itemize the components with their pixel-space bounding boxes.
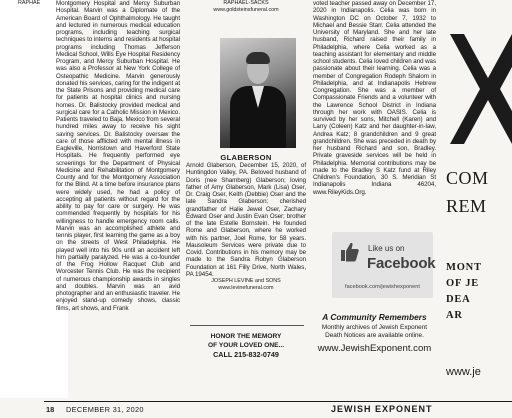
- obituary-column-2: [186, 0, 306, 13]
- obituary-column-3: [313, 0, 436, 196]
- facebook-ad[interactable]: [332, 232, 436, 298]
- issue-date: DECEMBER 31, 2020: [66, 405, 144, 414]
- obituary-text-katz: voted teacher passed away on December 17, 2020 in Indianapolis. Celia was born in Washington DC on October 7, 1932 to Michael and Bessie Starr. Celia attended the University of Maryland. She and her late husband, Richard raised their family in Philadelphia, where Celia worked as a teaching assistant for elementary and middle school students. Celia loved children and was passionate about their learning. Celia was a member of Congregation Rodeph Shalom in Philadelphia, and at Indianapolis Hebrew Congregation. She was a member of Compassionate Friends and a volunteer with the Lawrence School District in Indiana through her work with OASIS. Celia is survived by her sons, Mitchell (Karen) and Larry (Coleen) Katz and her daughter-in-law, Andrea Katz; 8 grandchildren and 9 great grandchildren. She was preceded in death by her husband Richard and son, Bradley. Private graveside services will be held in Philadelphia. Memorial contributions may be made to the Bradley S Katz fund at Riley Children's Foundation, 30 S. Meridian St Indianapolis Indiana 46204, www.RileyKids.Org.: [313, 0, 436, 196]
- obituary-column-1: [56, 0, 180, 312]
- glaberson-obituary: [186, 153, 306, 291]
- page-number: 18: [46, 405, 55, 414]
- funeral-home-url-2: www.levinefuneral.com: [218, 284, 274, 291]
- ad-line-2: REM: [446, 196, 487, 216]
- funeral-home-name-2: JOSEPH LEVINE and SONS: [211, 278, 281, 284]
- publication-name: JEWISH EXPONENT: [331, 404, 433, 414]
- honor-ad: [186, 333, 306, 359]
- ad-line-4: OF JE: [446, 278, 480, 289]
- ad-line-5: DEA: [446, 294, 471, 305]
- thumbs-up-icon: [341, 242, 359, 262]
- honor-line-2: OF YOUR LOVED ONE...: [207, 341, 285, 349]
- obituary-text-glaberson: Arnold Glaberson, December 15, 2020, of Huntingdon Valley, PA. Beloved husband of Doris (nee Shamberg) Glaberson; loving father of Amy Glaberson, Mark (Lisa) Oser, Dr. Craig Oser, Keith (Debbie) Oser and the late Sandra Glaberson; cherished grandfather of Halie Jewel Oser, Zachary Edward Oser and Justin Evan Oser; brother of the late Estelle Bornstein. He founded Rome and Glaberson, where he worked with his partner, Joel Rome, for 58 years. Mausoleum Services were private due to Covid. Contributions in his memory may be made to the Sandra Robyn Glaberson Foundation at 161 Filly Drive, North Wales, PA 19454.: [186, 162, 306, 278]
- funeral-home-url: www.goldsteinsfuneral.com: [213, 6, 279, 13]
- divider: [190, 325, 304, 326]
- ad-line-3: MONT: [446, 262, 482, 273]
- side-top-fragment: RAPHAE: [18, 0, 41, 6]
- fb-like-text: Like us on: [368, 244, 405, 253]
- obituary-photo: [220, 38, 296, 148]
- star-graphic-icon: [450, 14, 512, 164]
- ad-url-fragment[interactable]: www.je: [446, 366, 481, 378]
- ad-line-6: AR: [446, 310, 463, 321]
- honor-phone: CALL 215-832-0749: [213, 350, 279, 360]
- community-remembers-subtitle: [313, 324, 436, 340]
- fb-wordmark: Facebook: [367, 255, 436, 272]
- acr-sub-line-2: Death Notices are available online.: [325, 332, 424, 339]
- acr-sub-line-1: Monthly archives of Jewish Exponent: [321, 324, 428, 331]
- footer-rule: [44, 401, 512, 402]
- honor-line-1: HONOR THE MEMORY: [210, 333, 282, 340]
- obituary-name: GLABERSON: [220, 153, 272, 162]
- obituary-text-balistocky: Montgomery Hospital and Mercy Suburban Hospital. Marvin was a Diplomate of the American Board of Ophthalmology. He taught and lectured in numerous medical education programs, including teaching surgical techniques to interns and residents at hospital programs including Thomas Jefferson Medical School, Wills Eye Hospital Residency Program, and Mercy Suburban Hospital. He was also a Professor at New York College of Osteopathic Medicine. Marvin generously donated his services, caring for the indigent at the State Prisons and providing medical care for patients at hospital clinics and nursing homes. Dr. Balistocky provided medical and surgical care for a Catholic Mission in Mexico. Patients traveled to Baja, Mexico from several hundred miles away to receive his sight saving services. Dr. Balistocky oversaw the care of those afflicted with mental illness in Eagleville, Norristown and Haverford State Hospitals. He frequently performed eye screenings for the Department of Physical Medicine and Rehabilitation of Montgomery County and for the Montgomery Association for the Blind. At a time before insurance plans were widely used, he had a policy of accepting all patients without regard for the ability to pay for care or surgery. He was commended frequently by hospitals for his willingness to handle emergency room calls. Marvin was an accomplished athlete and tennis player, first learning the game as a boy on the streets of West Philadelphia. He played well into his 90s until an accident left him partially paralyzed. He was a co-founder of the Frog Hollow Racquet Club and Worcester Tennis Club. He was the recipient of numerous championship awards in singles and doubles. Marvin was an avid photographer and an enthusiastic traveler. He enjoyed stand-up comedy shows, classic films, art shows, and Frank: [56, 0, 180, 312]
- ad-line-1: COM: [446, 168, 489, 188]
- community-remembers-title: A Community Remembers: [322, 312, 427, 322]
- funeral-home-name: RAPHAEL-SACKS: [223, 0, 269, 6]
- fb-url[interactable]: facebook.com/jewishexponent: [345, 284, 420, 290]
- exponent-url[interactable]: www.JewishExponent.com: [317, 343, 432, 354]
